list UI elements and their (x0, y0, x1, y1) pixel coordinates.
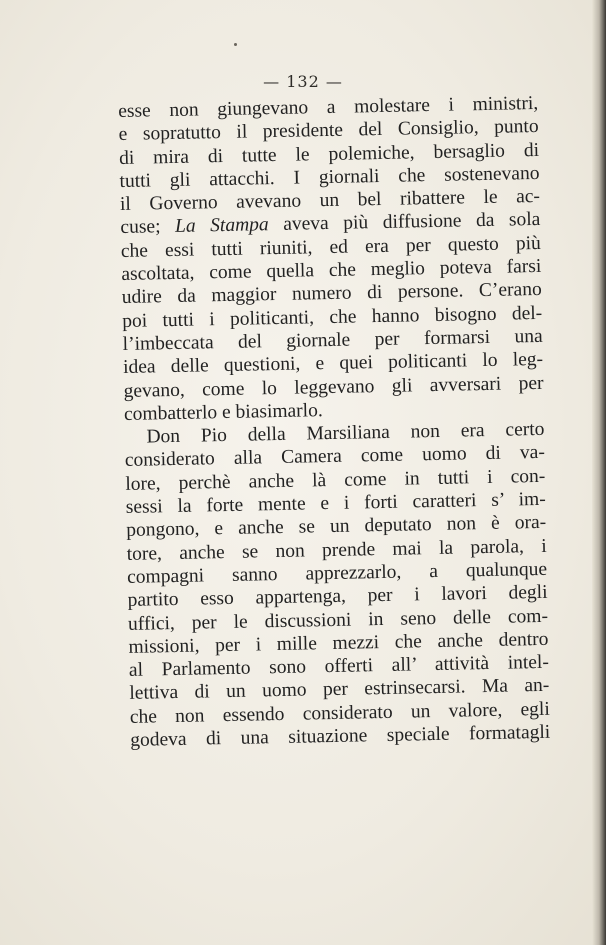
ink-speck (234, 43, 237, 46)
text-line: esse non giungevano a molestare i ministri, (118, 92, 539, 122)
page-edge-shadow (592, 0, 606, 945)
text-line: poi tutti i politicanti, che hanno bisogno del- (122, 302, 543, 332)
text-line: uffici, per le discussioni in seno delle com- (127, 605, 549, 635)
text-line: sessi la forte mente e i forti caratteri s’ im- (125, 488, 546, 518)
text-line: e sopratutto il presidente del Consiglio, punto (118, 116, 539, 146)
text-line: combatterlo e biasimarlo. (123, 399, 323, 425)
text-line: idea delle questioni, e quei politicanti lo leg- (122, 349, 544, 379)
text-line: il Governo avevano un bel ribattere le ac- (119, 186, 541, 216)
text-line-end: aveva più diffusione da sola (268, 209, 541, 236)
text-line: partito esso appartenga, per i lavori degli (127, 582, 548, 612)
text-line: pongono, e anche se un deputato non è ora- (126, 512, 547, 542)
text-line: ascoltata, come quella che meglio poteva farsi (121, 255, 542, 286)
text-line: al Parlamento sono offerti all’ attività intel- (128, 651, 550, 682)
text-line-start: cuse; (120, 216, 176, 239)
text-line: di mira di tutte le polemiche, bersaglio di (118, 139, 540, 169)
text-line: godeva di una situazione speciale formatagli (130, 721, 551, 751)
text-line: missioni, per i mille mezzi che anche dentro (128, 628, 549, 658)
newspaper-title: La Stampa (174, 214, 269, 238)
page-number: — 132 — (263, 72, 343, 91)
text-line: considerato alla Camera come uomo di va- (124, 442, 546, 472)
text-line: gevano, come lo leggevano gli avversari per (123, 372, 544, 402)
text-line: tore, anche se non prende mai la parola, i (126, 535, 547, 565)
text-line: compagni sanno apprezzarlo, a qualunque (126, 558, 548, 588)
text-line: udire da maggior numero di persone. C’erano (121, 279, 542, 309)
text-line: tutti gli attacchi. I giornali che sostenevano (119, 162, 540, 192)
text-line: che essi tutti riuniti, ed era per questo più (120, 232, 542, 262)
body-text (118, 92, 550, 752)
text-line: lettiva di un uomo per estrinsecarsi. Ma an- (129, 675, 550, 705)
text-line: lore, perchè anche là come in tutti i con- (125, 465, 546, 495)
text-line: che non essendo considerato un valore, egli (129, 698, 550, 728)
text-line: Don Pio della Marsiliana non era certo (146, 419, 545, 448)
text-line: l’imbeccata del giornale per formarsi una (122, 325, 543, 355)
